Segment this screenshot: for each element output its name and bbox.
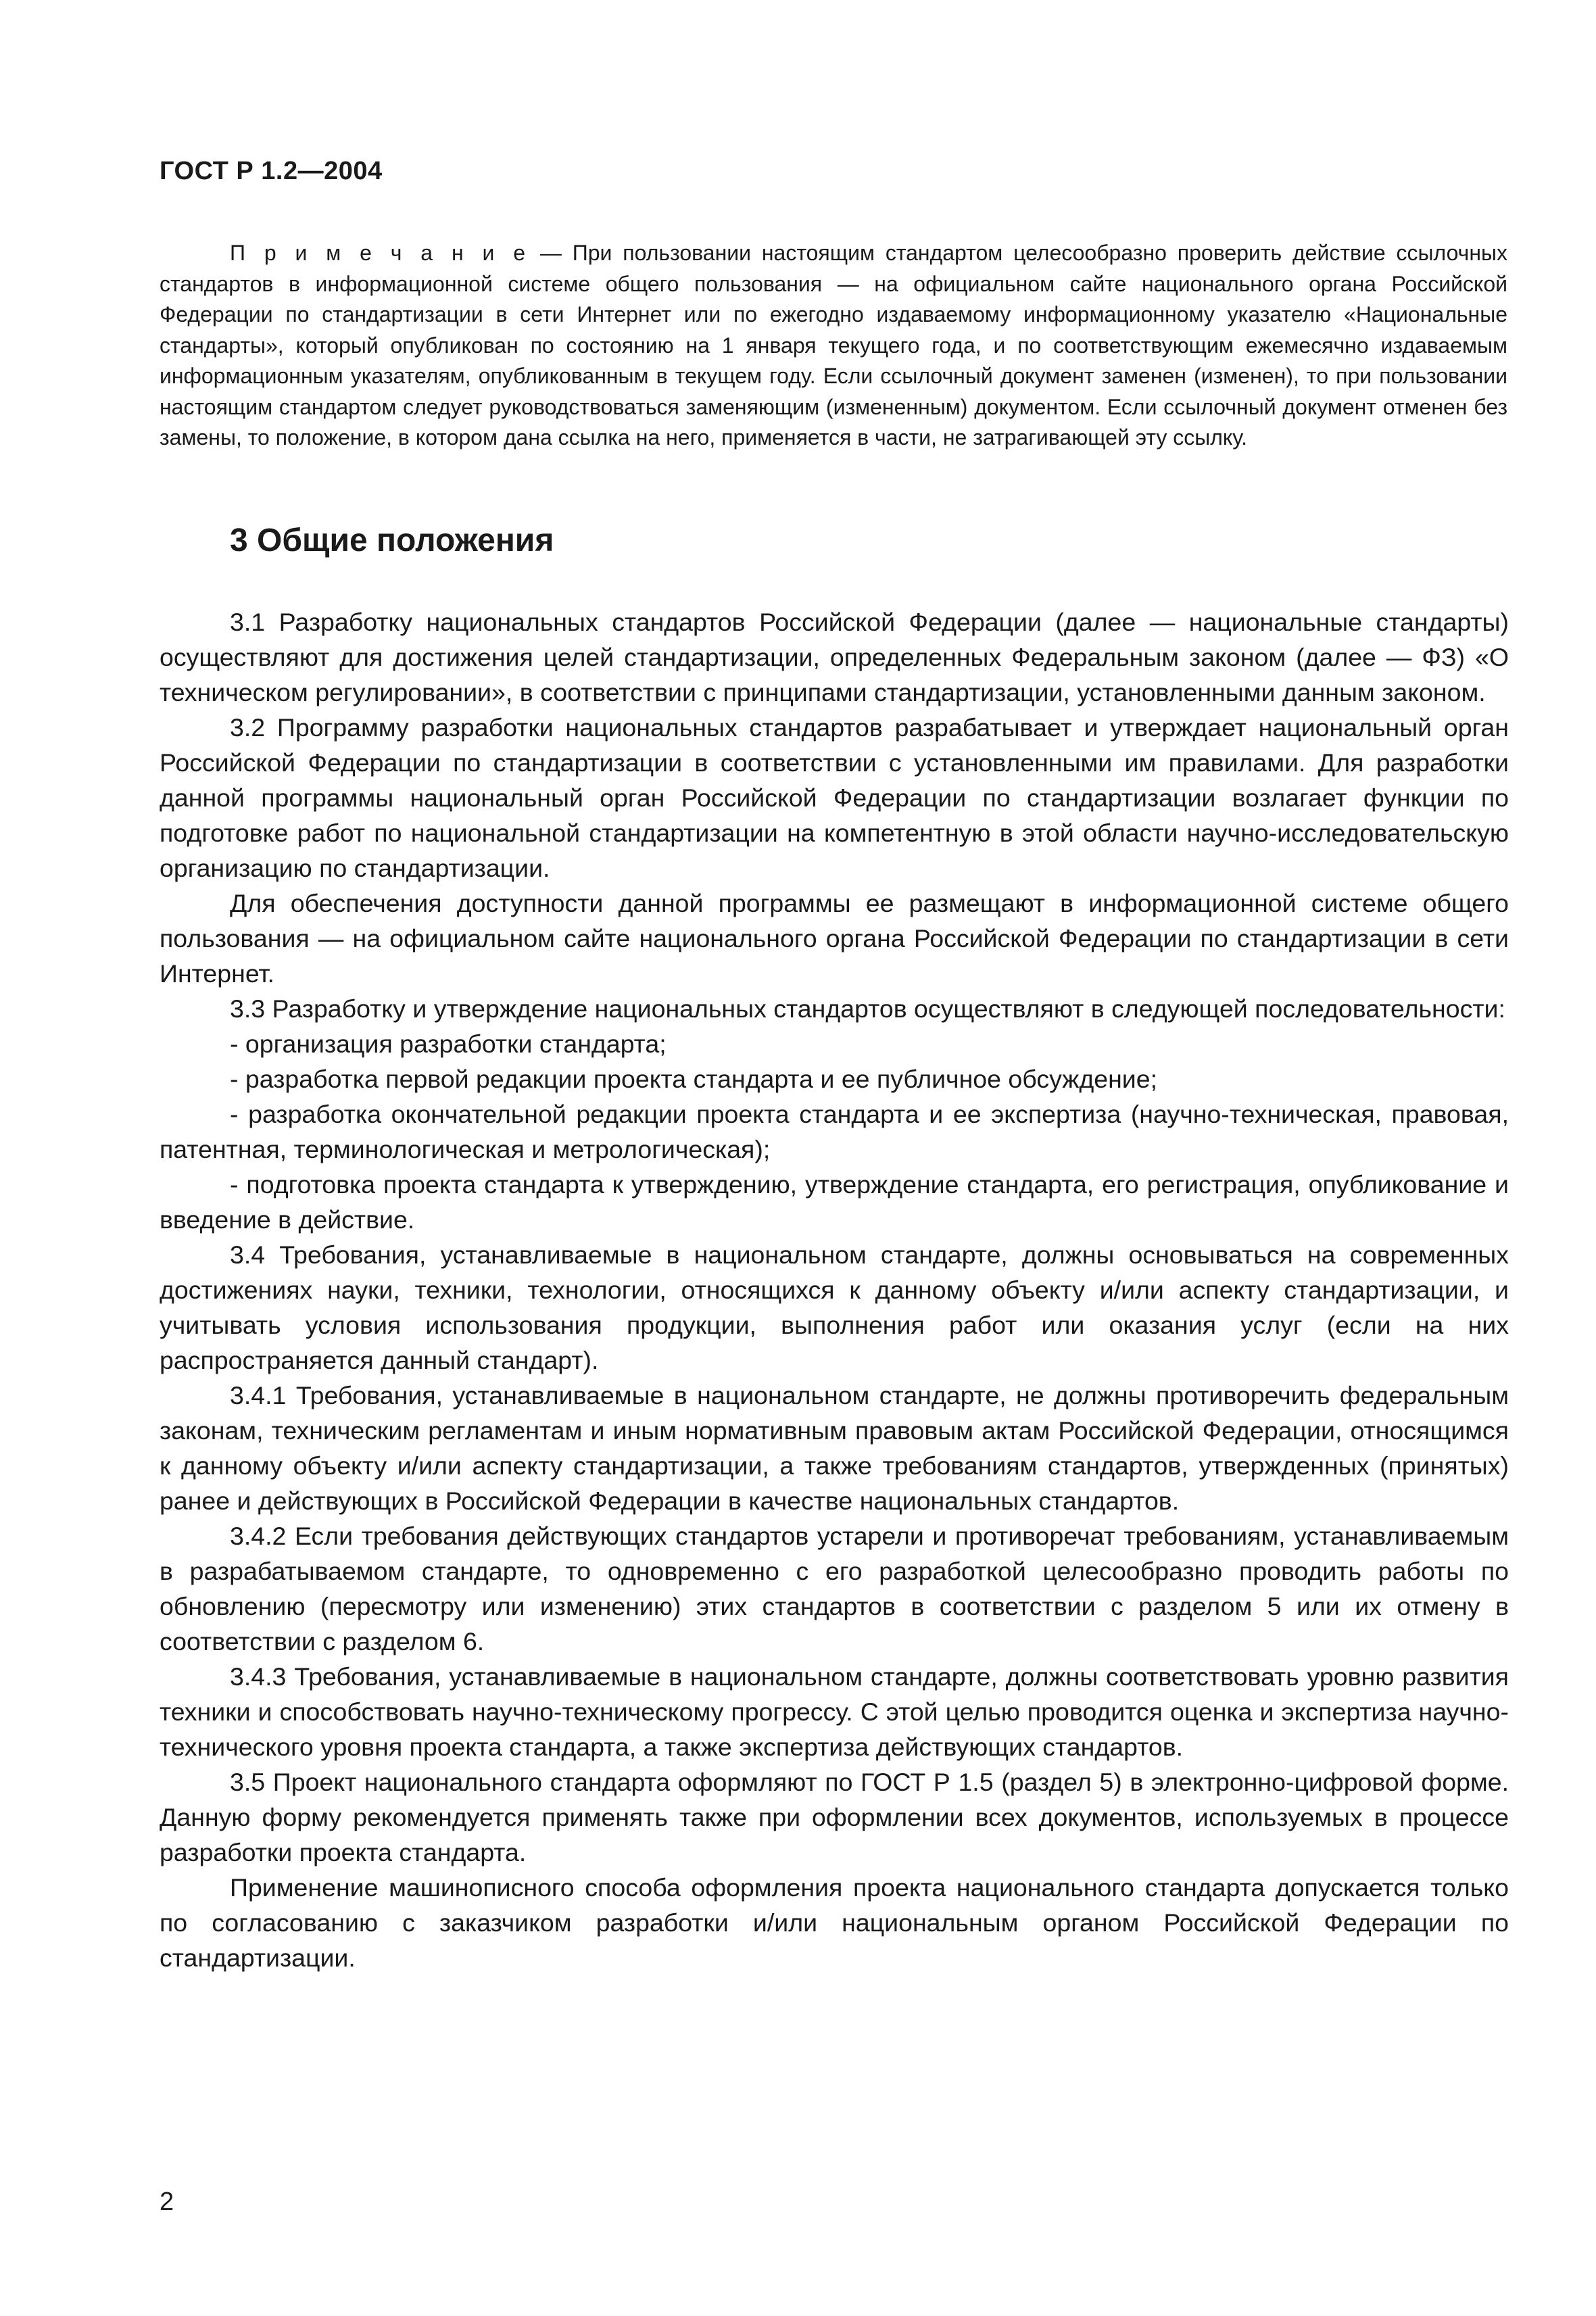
paragraph-3-2: 3.2 Программу разработки национальных стандартов разрабатывает и утверждает национальный орган Российской Федерации по стандартизации в соответствии с установленными им правилами. Для разработки данной программы национальный орган Российской Федерации по стандартизации возлагает функции по подготовке работ по национальной стандартизации на компетентную в этой области научно-исследовательскую организацию по стандартизации. <box>160 713 1509 882</box>
note-label: П р и м е ч а н и е <box>230 241 530 265</box>
paragraph-3-2-cont: Для обеспечения доступности данной программы ее размещают в информационной системе общего пользования — на официальном сайте национального органа Российской Федерации по стандартизации в сети Интернет. <box>160 889 1509 988</box>
paragraph-3-4-1: 3.4.1 Требования, устанавливаемые в национальном стандарте, не должны противоречить федеральным законам, техническим регламентам и иным нормативным правовым актам Российской Федерации, относящимся к данному объекту и/или аспекту стандартизации, а также требованиям стандартов, утвержденных (принятых) ранее и действующих в Российской Федерации в качестве национальных стандартов. <box>160 1381 1509 1515</box>
list-item: - разработка окончательной редакции проекта стандарта и ее экспертиза (научно-техническая, правовая, патентная, терминологическая и метрологическая); <box>160 1100 1509 1163</box>
list-item: - подготовка проекта стандарта к утверждению, утверждение стандарта, его регистрация, опубликование и введение в действие. <box>160 1170 1509 1234</box>
list-item: - разработка первой редакции проекта стандарта и ее публичное обсуждение; <box>230 1065 1158 1093</box>
paragraph-3-5: 3.5 Проект национального стандарта оформляют по ГОСТ Р 1.5 (раздел 5) в электронно-цифровой форме. Данную форму рекомендуется применять также при оформлении всех документов, используемых в процессе разработки проекта стандарта. <box>160 1768 1509 1866</box>
section-body <box>160 604 1509 1975</box>
page-number: 2 <box>160 2188 174 2216</box>
paragraph-3-3: 3.3 Разработку и утверждение национальных стандартов осуществляют в следующей последовательности: <box>230 994 1505 1023</box>
paragraph-3-4: 3.4 Требования, устанавливаемые в национальном стандарте, должны основываться на современных достижениях науки, техники, технологии, относящихся к данному объекту и/или аспекту стандартизации, и учитывать условия использования продукции, выполнения работ или оказания услуг (если на них распространяется данный стандарт). <box>160 1240 1509 1374</box>
paragraph-3-5-cont: Применение машинописного способа оформления проекта национального стандарта допускается только по согласованию с заказчиком разработки и/или национальным органом Российской Федерации по стандартизации. <box>160 1873 1509 1972</box>
note-block <box>160 238 1507 454</box>
paragraph-3-4-3: 3.4.3 Требования, устанавливаемые в национальном стандарте, должны соответствовать уровню развития техники и способствовать научно-техническому прогрессу. С этой целью проводится оценка и экспертиза научно-технического уровня проекта стандарта, а также экспертиза действующих стандартов. <box>160 1662 1509 1761</box>
note-text: — При пользовании настоящим стандартом целесообразно проверить действие ссылочных стандартов в информационной системе общего пользования — на официальном сайте национального органа Российской Федерации по стандартизации в сети Интернет или по ежегодно издаваемому информационному указателю «Национальные стандарты», который опубликован по состоянию на 1 января текущего года, и по соответствующим ежемесячно издаваемым информационным указателям, опубликованным в текущем году. Если ссылочный документ заменен (изменен), то при пользовании настоящим стандартом следует руководствоваться заменяющим (измененным) документом. Если ссылочный документ отменен без замены, то положение, в котором дана ссылка на него, применяется в части, не затрагивающей эту ссылку. <box>160 241 1507 450</box>
list-item: - организация разработки стандарта; <box>230 1030 667 1058</box>
note-paragraph <box>160 238 1507 454</box>
section-title: 3 Общие положения <box>230 523 554 558</box>
paragraph-3-4-2: 3.4.2 Если требования действующих стандартов устарели и противоречат требованиям, устанавливаемым в разрабатываемом стандарте, то одновременно с его разработкой целесообразно проводить работы по обновлению (пересмотру или изменению) этих стандартов в соответствии с разделом 5 или их отмену в соответствии с разделом 6. <box>160 1522 1509 1656</box>
paragraph-3-1: 3.1 Разработку национальных стандартов Российской Федерации (далее — национальные стандарты) осуществляют для достижения целей стандартизации, определенных Федеральным законом (далее — ФЗ) «О техническом регулировании», в соответствии с принципами стандартизации, установленными данным законом. <box>160 608 1509 706</box>
document-header-code: ГОСТ Р 1.2—2004 <box>160 157 383 185</box>
